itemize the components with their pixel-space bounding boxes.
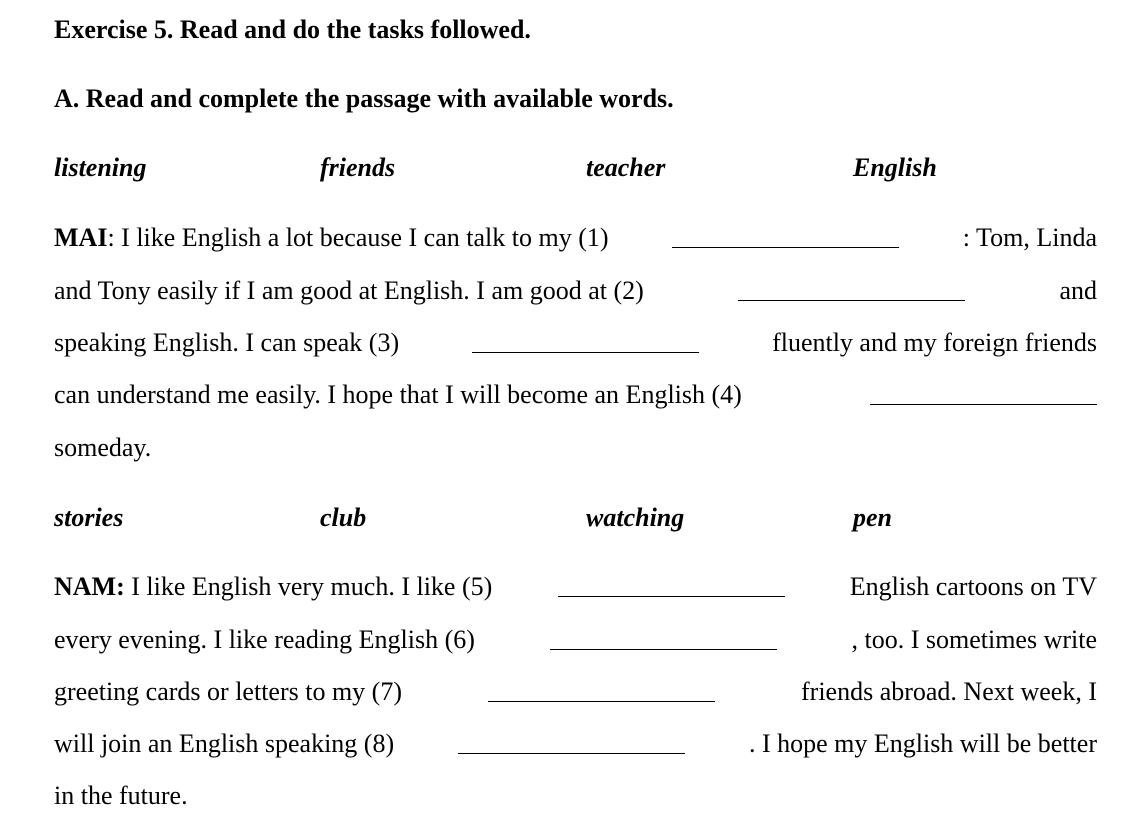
mai-line-3-prefix: speaking English. I can speak (3) xyxy=(54,328,400,357)
word-bank-item: pen xyxy=(853,503,892,532)
blank-8[interactable] xyxy=(458,752,685,754)
mai-line-4-prefix: can understand me easily. I hope that I will become an English (4) xyxy=(54,380,742,409)
word-bank-item: stories xyxy=(54,503,124,532)
nam-line-2-suffix: , too. I sometimes write xyxy=(851,625,1097,654)
blank-6[interactable] xyxy=(550,648,777,650)
mai-line-5-text: someday. xyxy=(54,433,152,462)
word-bank-2 xyxy=(54,502,1097,534)
blank-2[interactable] xyxy=(738,299,965,301)
mai-line-4 xyxy=(54,376,1097,414)
nam-line-4-prefix: will join an English speaking (8) xyxy=(54,729,395,758)
mai-line-3 xyxy=(54,324,1097,362)
mai-line-1-suffix: : Tom, Linda xyxy=(962,223,1097,252)
mai-line-2-suffix: and xyxy=(1059,276,1097,305)
speaker-nam: NAM: xyxy=(54,572,125,601)
nam-line-2 xyxy=(54,621,1097,659)
nam-line-1 xyxy=(54,568,1097,606)
blank-1[interactable] xyxy=(672,246,899,248)
mai-line-3-suffix: fluently and my foreign friends xyxy=(772,328,1097,357)
mai-line-2-prefix: and Tony easily if I am good at English. I am good at (2) xyxy=(54,276,644,305)
blank-7[interactable] xyxy=(488,700,715,702)
mai-line-2 xyxy=(54,272,1097,310)
word-bank-item: English xyxy=(853,153,937,182)
word-bank-1 xyxy=(54,152,1097,184)
nam-line-4 xyxy=(54,725,1097,763)
nam-line-2-prefix: every evening. I like reading English (6) xyxy=(54,625,475,654)
word-bank-item: friends xyxy=(320,153,396,182)
nam-line-3 xyxy=(54,673,1097,711)
word-bank-item: listening xyxy=(54,153,147,182)
nam-line-1-text-a xyxy=(54,568,492,606)
exercise-title: Exercise 5. Read and do the tasks followed. xyxy=(54,15,531,44)
nam-line-5-text: in the future. xyxy=(54,781,188,810)
nam-line-3-prefix: greeting cards or letters to my (7) xyxy=(54,677,402,706)
mai-line-1-prefix: : I like English a lot because I can talk to my (1) xyxy=(107,223,609,252)
blank-3[interactable] xyxy=(472,351,699,353)
mai-line-1 xyxy=(54,219,1097,257)
blank-5[interactable] xyxy=(558,595,785,597)
nam-line-4-suffix: . I hope my English will be better xyxy=(748,729,1097,758)
mai-line-5 xyxy=(54,429,1097,467)
blank-4[interactable] xyxy=(870,403,1097,405)
nam-line-5 xyxy=(54,777,1097,815)
speaker-mai: MAI xyxy=(54,223,108,252)
nam-line-1-suffix: English cartoons on TV xyxy=(849,572,1097,601)
word-bank-item: club xyxy=(320,503,367,532)
mai-line-1-text-a xyxy=(54,219,609,257)
task-a-title: A. Read and complete the passage with available words. xyxy=(54,84,674,113)
word-bank-item: watching xyxy=(586,503,685,532)
nam-line-3-suffix: friends abroad. Next week, I xyxy=(801,677,1097,706)
nam-line-1-prefix: I like English very much. I like (5) xyxy=(131,572,493,601)
word-bank-item: teacher xyxy=(586,153,666,182)
